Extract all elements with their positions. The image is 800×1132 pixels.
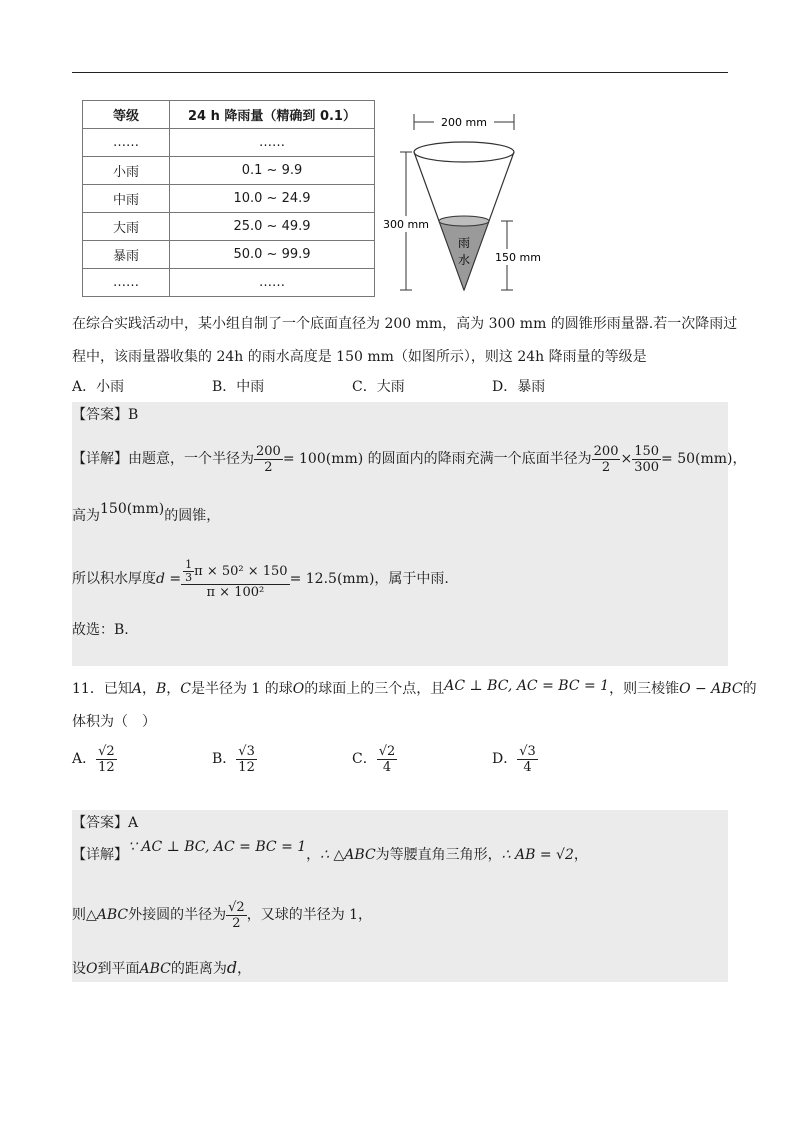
math-expression: AC ⊥ BC, AC = BC = 1 <box>444 678 610 694</box>
q11-detail-line-2 <box>72 893 372 937</box>
q11-text: ， <box>141 681 156 697</box>
table-cell: 小雨 <box>83 157 170 185</box>
q10-option-a: A．小雨 <box>72 379 125 395</box>
fraction-numerator: 200 <box>593 443 619 459</box>
cone-rim <box>414 142 514 162</box>
q11-detail-line-1 <box>72 839 588 865</box>
q11-option-d <box>492 740 538 778</box>
detail-text: 到平面 <box>97 961 140 977</box>
fraction-numerator: √2 <box>378 743 396 759</box>
fraction <box>183 559 194 584</box>
q10-detail-line-2 <box>72 501 221 526</box>
detail-text: = 50(mm)， <box>661 451 747 467</box>
math-expression: ∵ AC ⊥ BC, AC = BC = 1 <box>128 839 307 855</box>
table-header-row <box>83 101 375 129</box>
detail-tag: 【详解】 <box>72 847 128 863</box>
fraction <box>377 744 398 775</box>
detail-text: = 100(mm) 的圆面内的降雨充满一个底面半径为 <box>282 451 592 467</box>
table-cell: 大雨 <box>83 213 170 241</box>
q11-text: 的 <box>742 681 757 697</box>
table-cell: 暴雨 <box>83 241 170 269</box>
q11-text: 的球面上的三个点，且 <box>304 681 445 697</box>
option-label: B． <box>212 751 237 767</box>
table-cell: …… <box>170 269 375 297</box>
fraction-denominator: π × 100² <box>206 584 265 600</box>
q11-text-line-2: 体积为（ ） <box>72 714 156 730</box>
q10-detail-line-3 <box>72 549 449 609</box>
detail-text: ， <box>573 847 588 863</box>
fraction <box>592 444 621 475</box>
q10-conclusion: 故选：B. <box>72 622 129 638</box>
q10-text-line-2: 程中，该雨量器收集的 24h 的雨水高度是 150 mm（如图所示），则这 24h 降雨量的等级是 <box>72 349 647 365</box>
detail-text: 的距离为 <box>170 961 227 977</box>
math-symbol: O <box>292 681 305 697</box>
detail-text: 所以积水厚度 <box>72 571 156 587</box>
q11-text: 11．已知 <box>72 681 132 697</box>
table-row <box>83 129 375 157</box>
math-expression: ∴ AB = √2 <box>501 847 574 863</box>
fraction <box>517 744 538 775</box>
detail-tag: 【详解】 <box>72 451 128 467</box>
rainfall-grade-table <box>82 100 375 297</box>
q10-text-line-1: 在综合实践活动中，某小组自制了一个底面直径为 200 mm，高为 300 mm 的圆锥形雨量器.若一次降雨过 <box>72 316 738 332</box>
fraction-numerator: 200 <box>256 443 281 459</box>
math-symbol: ABC <box>139 961 171 977</box>
q11-option-b <box>212 740 257 778</box>
fraction <box>236 744 257 775</box>
fraction <box>632 444 661 475</box>
times-sign: × <box>620 451 633 467</box>
right-dimension-label: 150 mm <box>495 251 541 264</box>
table-cell: 0.1 ~ 9.9 <box>170 157 375 185</box>
math-symbol: B <box>155 681 167 697</box>
fraction-denominator: 2 <box>601 459 611 475</box>
detail-text: 为等腰直角三角形， <box>375 847 502 863</box>
fraction-denominator: 12 <box>238 759 255 775</box>
table-row <box>83 185 375 213</box>
q10-option-b: B．中雨 <box>212 379 265 395</box>
detail-text: 高为 <box>72 508 100 524</box>
math-symbol: d <box>226 958 238 977</box>
fraction-denominator: 300 <box>634 459 660 475</box>
q11-detail-line-3 <box>72 958 251 979</box>
q11-text: ， <box>166 681 181 697</box>
table-row <box>83 241 375 269</box>
q11-text: ，则三棱锥 <box>609 681 680 697</box>
q10-option-c: C．大雨 <box>352 379 405 395</box>
option-label: C． <box>352 751 377 767</box>
fraction-denominator: 2 <box>232 915 241 931</box>
q11-text-line-1 <box>72 679 757 699</box>
fraction-numerator: 150 <box>634 443 660 459</box>
detail-text: ，又球的半径为 1， <box>246 907 373 923</box>
table-cell: 中雨 <box>83 185 170 213</box>
table-header-cell: 等级 <box>83 101 170 129</box>
table-row <box>83 213 375 241</box>
fraction-denominator: 4 <box>523 759 532 775</box>
q11-answer: 【答案】A <box>72 815 139 831</box>
table-cell: 25.0 ~ 49.9 <box>170 213 375 241</box>
q11-option-c <box>352 740 397 778</box>
q10-answer: 【答案】B <box>72 407 139 423</box>
math-expression: O − ABC <box>679 681 743 697</box>
q10-option-d: D．暴雨 <box>492 379 546 395</box>
fraction <box>96 744 117 775</box>
math-symbol: A <box>131 681 142 697</box>
table-row <box>83 269 375 297</box>
fraction-numerator: √3 <box>519 743 536 759</box>
math-expression: ∴ △ABC <box>320 847 376 863</box>
fraction-denominator: 2 <box>264 459 273 475</box>
math-expression: π × 50² × 150 <box>194 563 288 579</box>
q11-text: 是半径为 1 的球 <box>190 681 293 697</box>
water-label-1: 雨 <box>457 236 471 250</box>
detail-text: ， <box>306 847 321 863</box>
fraction-numerator: √2 <box>228 899 245 915</box>
table-row <box>83 157 375 185</box>
header-rule <box>72 72 728 73</box>
fraction <box>181 559 289 600</box>
detail-text: 由题意，一个半径为 <box>128 451 254 467</box>
math-expression: d = <box>156 571 182 587</box>
table-cell: …… <box>170 129 375 157</box>
detail-text: ， <box>237 961 252 977</box>
detail-text: 设 <box>72 961 86 977</box>
math-symbol: C <box>180 681 191 697</box>
cone-rain-gauge-figure <box>380 104 550 304</box>
table-cell: 10.0 ~ 24.9 <box>170 185 375 213</box>
table-header-cell: 24 h 降雨量（精确到 0.1） <box>170 101 375 129</box>
fraction <box>226 900 247 931</box>
fraction-numerator: √2 <box>98 743 115 759</box>
left-dimension-label: 300 mm <box>383 218 429 231</box>
water-label-2: 水 <box>457 253 471 267</box>
q10-detail-line-1 <box>72 440 747 478</box>
table-cell: …… <box>83 129 170 157</box>
table-cell: …… <box>83 269 170 297</box>
detail-text: 外接圆的半径为 <box>128 907 227 923</box>
fraction-numerator <box>181 559 289 585</box>
water-surface <box>439 216 489 226</box>
math-expression: 150(mm) <box>100 501 165 517</box>
option-label: A． <box>72 751 97 767</box>
fraction-numerator: 1 <box>185 557 193 571</box>
fraction <box>254 444 283 475</box>
top-dimension-label: 200 mm <box>441 116 487 129</box>
table-cell: 50.0 ~ 99.9 <box>170 241 375 269</box>
q11-option-a <box>72 740 117 778</box>
detail-text: 则 <box>72 907 86 923</box>
detail-text: 的圆锥， <box>164 508 221 524</box>
math-symbol: O <box>86 961 98 977</box>
math-expression: △ABC <box>86 907 129 923</box>
option-label: D． <box>492 751 518 767</box>
fraction-numerator: √3 <box>238 743 255 759</box>
fraction-denominator: 3 <box>185 570 193 584</box>
fraction-denominator: 4 <box>382 759 392 775</box>
detail-text: = 12.5(mm)，属于中雨. <box>289 571 449 587</box>
fraction-denominator: 12 <box>98 759 115 775</box>
